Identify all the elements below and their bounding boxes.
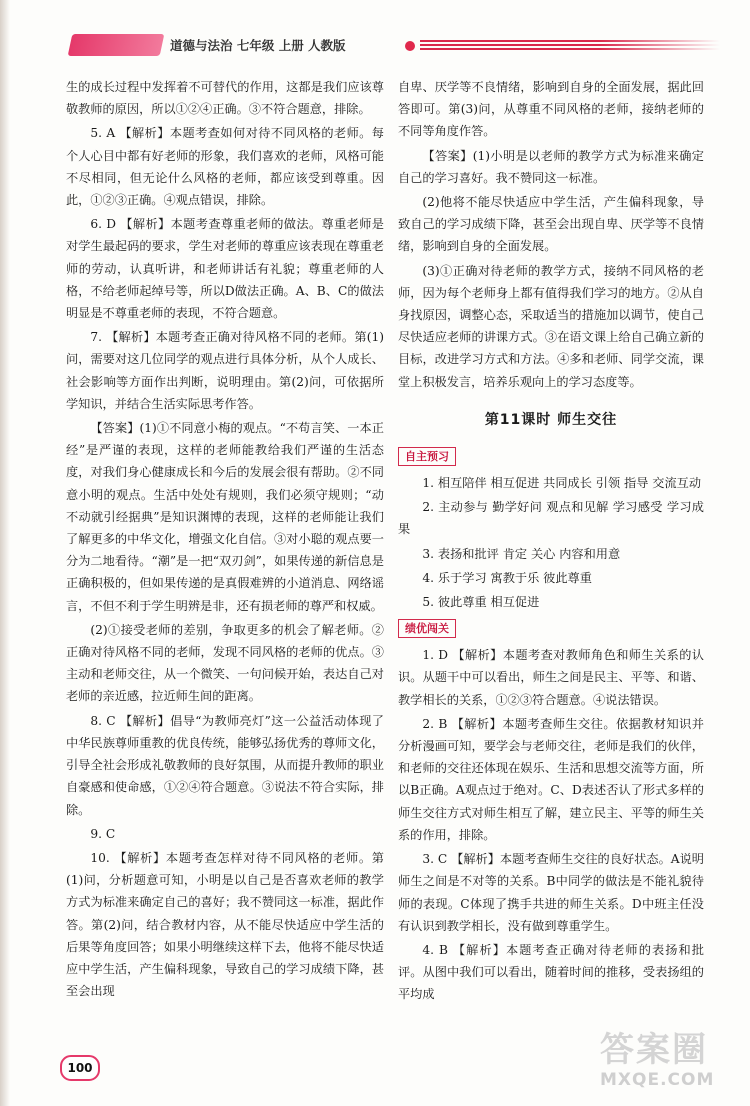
answer-item-10: 10. 【解析】本题考查怎样对待不同风格的老师。第(1)问，分析题意可知，小明是以自己是否喜欢老师的教学方式为标准来确定自己的喜好；我不赞同这一标准，据此作答。第(2)问，结合教材内容，从不能尽快适应中学生活的后果等角度回答；如果小明继续这样下去，他将不能尽快适应中学生活，产生偏科现象，导致自己的学习成绩下降，甚至会出现 [66,850,384,999]
subheading-challenge: 绩优闯关 [398,619,456,638]
right-column [398,76,704,1008]
preview-item-2: 2. 主动参与 勤学好问 观点和见解 学习感受 学习成果 [398,500,704,537]
watermark [600,1030,740,1102]
answer-block-7-1: 【答案】(1)①不同意小梅的观点。“不苟言笑、一本正经”是严谨的表现，这样的老师能教给我们严谨的生活态度，对我们身心健康成长和今后的发展会很有帮助。②不同意小明的观点。生活中处处有规则，我们必须守规则；“动不动就引经据典”是知识渊博的表现，这样的老师能让我们了解更多的中华文化，增强文化自信。③对小聪的观点要一分为二地看待。“潮”是一把“双刃剑”，如果传递的新信息是正确积极的，但如果传递的是真假难辨的小道消息、网络谣言，不但不利于学生明辨是非，还有损老师的尊严和权威。 [66,421,384,613]
header-lines-decoration [420,40,720,54]
preview-item-3: 3. 表扬和批评 肯定 关心 内容和用意 [422,546,621,561]
paragraph: 自卑、厌学等不良情绪，影响到自身的全面发展，据此回答即可。第(3)问，从尊重不同风格的老师，接纳老师的不同等角度作答。 [398,80,704,139]
answer-item-7: 7. 【解析】本题考查正确对待风格不同的老师。第(1)问，需要对这几位同学的观点进行具体分析，从个人成长、社会影响等方面作出判断，说明理由。第(2)问，可依据所学知识，并结合生活实际思考作答。 [66,330,384,411]
paragraph: 生的成长过程中发挥着不可替代的作用，这都是我们应该尊敬教师的原因，所以①②④正确。③不符合题意，排除。 [66,80,384,117]
preview-item-4: 4. 乐于学习 寓教于乐 彼此尊重 [422,570,592,585]
watermark-logo: 答案圈 [600,1030,708,1070]
answer-item-8: 8. C 【解析】倡导“为教师亮灯”这一公益活动体现了中华民族尊师重教的优良传统，能够弘扬优秀的尊师文化，引导全社会形成礼敬教师的良好氛围，从而提升教师的职业自豪感和使命感，①②④符合题意。③说法不符合实际，排除。 [66,713,384,817]
preview-item-5: 5. 彼此尊重 相互促进 [422,595,540,610]
answer-item-5: 5. A 【解析】本题考查如何对待不同风格的老师。每个人心目中都有好老师的形象，我们喜欢的老师，风格可能不尽相同，但无论什么风格的老师，都应该受到尊重。因此，①②③正确。④观点错误，排除。 [66,126,384,208]
answer-item-9: 9. C [90,826,116,841]
left-column [66,76,384,1004]
challenge-item-4: 4. B 【解析】本题考查正确对待老师的表扬和批评。从图中我们可以看出，随着时间的推移，受表扬组的平均成 [398,942,704,1002]
page-edge-shadow [0,0,10,1106]
subheading-preview: 自主预习 [398,447,456,466]
answer-block-7-2: (2)①接受老师的差别，争取更多的机会了解老师。②正确对待风格不同的老师，发现不同风格的老师的优点。③主动和老师交往，从一个微笑、一句问候开始，表达自己对老师的亲近感，拉近师生间的距离。 [66,622,384,704]
watermark-url: MXQE.COM [600,1070,715,1090]
header-tab-decoration [68,34,165,56]
preview-item-1: 1. 相互陪伴 相互促进 共同成长 引领 指导 交流互动 [422,476,702,491]
section-title: 第11课时 师生交往 [484,411,618,428]
answer-block-10-3: (3)①正确对待老师的教学方式，接纳不同风格的老师，因为每个老师身上都有值得我们学习的地方。②从自身找原因，调整心态，采取适当的措施加以调节，使自己尽快适应老师的讲课方式。③在语文课上给自己确立新的目标，改进学习方式和方法。④多和老师、同学交流，课堂上积极发言，培养乐观向上的学习态度等。 [398,263,704,389]
challenge-item-2: 2. B 【解析】本题考查师生交往。依据教材知识并分析漫画可知，要学会与老师交往，老师是我们的伙伴，和老师的交往还体现在娱乐、生活和思想交流等方面，所以B正确。A观点过于绝对。C、D表述否认了形式多样的师生交往方式对师生相互了解，建立民主、平等的师生关系的作用，排除。 [398,716,704,842]
challenge-item-3: 3. C 【解析】本题考查师生交往的良好状态。A说明师生之间是不对等的关系。B中同学的做法是不能礼貌待师的表现。C体现了携手共进的师生关系。D中班主任没有认识到教学相长，没有做到尊重学生。 [398,852,704,933]
answer-block-10-2: (2)他将不能尽快适应中学生活，产生偏科现象，导致自己的学习成绩下降，甚至会出现自卑、厌学等不良情绪，影响到自身的全面发展。 [398,195,704,254]
answer-block-10-1: 【答案】(1)小明是以老师的教学方式为标准来确定自己的学习喜好。我不赞同这一标准。 [398,148,704,185]
page-header [0,0,750,70]
answer-item-6: 6. D 【解析】本题考查尊重老师的做法。尊重老师是对学生最起码的要求，学生对老师的尊重应该表现在尊重老师的劳动，认真听讲，和老师讲话有礼貌；尊重老师的人格，不给老师起绰号等，所以D做法正确。A、B、C的做法明显是不尊重老师的表现，不符合题意。 [66,217,384,321]
header-dot-icon [405,41,415,51]
page-number: 100 [60,1055,100,1081]
challenge-item-1: 1. D 【解析】本题考查对教师角色和师生关系的认识。从题干中可以看出，师生之间是民主、平等、和谐、教学相长的关系，①②③符合题意。④说法错误。 [398,648,704,707]
header-title: 道德与法治 七年级 上册 人教版 [170,38,346,53]
